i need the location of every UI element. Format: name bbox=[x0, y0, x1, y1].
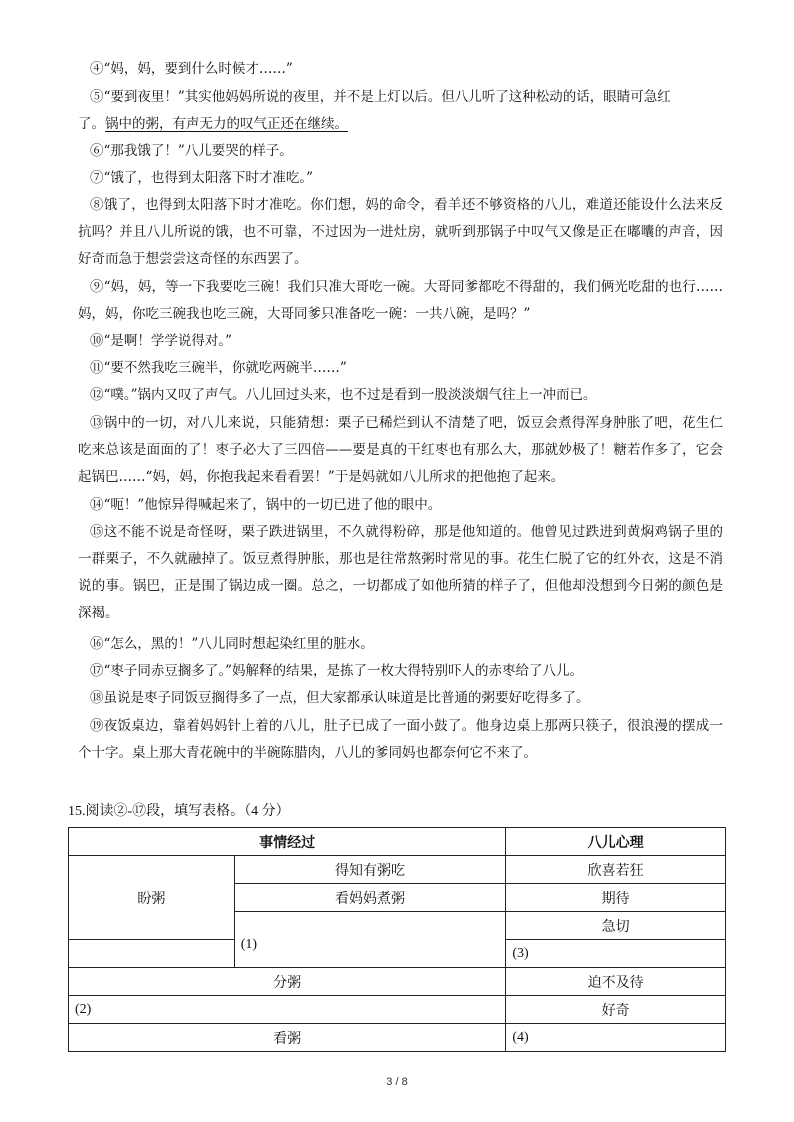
group-label-cell: 盼粥 bbox=[69, 856, 235, 940]
header-mind: 八儿心理 bbox=[506, 828, 726, 856]
mind-cell: 好奇 bbox=[506, 996, 726, 1024]
page-number: 3 / 8 bbox=[386, 1076, 408, 1088]
event-cell: 得知有粥吃 bbox=[234, 856, 506, 884]
event-cell: 看粥 bbox=[69, 1024, 506, 1052]
answer-table bbox=[68, 827, 726, 1052]
paragraph-12: ⑫“噗。”锅内又叹了声气。八儿回过头来，也不过是看到一股淡淡烟气往上一冲而已。 bbox=[90, 387, 597, 403]
paragraph-4: ④“妈，妈，要到什么时候才……” bbox=[90, 61, 293, 77]
blank-3-cell[interactable]: (3) bbox=[506, 940, 726, 968]
event-cell: 看妈妈煮粥 bbox=[234, 884, 506, 912]
table-row bbox=[69, 996, 726, 1024]
question-title: 15.阅读②-⑰段，填写表格。（4 分） bbox=[68, 804, 290, 819]
paragraph-6: ⑥“那我饿了！”八儿要哭的样子。 bbox=[90, 143, 293, 159]
paragraph-13: ⑬锅中的一切，对八儿来说，只能猜想：栗子已稀烂到认不清楚了吧，饭豆会煮得浑身肿胀了吧，花生仁吃来总该是面面的了！枣子必大了三四倍——要是真的干红枣也有那么大，那就妙极了！糖若作多了，它会起锅巴……“妈，妈，你抱我起来看看罢！”于是妈就如八儿所求的把他抱了起来。 bbox=[78, 415, 723, 485]
mind-cell: 期待 bbox=[506, 884, 726, 912]
paragraph-11: ⑪“要不然我吃三碗半，你就吃两碗半……” bbox=[90, 360, 347, 376]
paragraph-7: ⑦“饿了，也得到太阳落下时才准吃。” bbox=[90, 170, 314, 186]
table-header-row bbox=[69, 828, 726, 856]
paragraph-15: ⑮这不能不说是奇怪呀，栗子跌进锅里，不久就得粉碎，那是他知道的。他曾见过跌进到黄焖鸡锅子里的一群栗子，不久就融掉了。饭豆煮得肿胀，那也是往常熬粥时常见的事。花生仁脱了它的红外衣，这是不消说的事。锅巴，正是围了锅边成一圈。总之，一切都成了如他所猜的样子了，但他却没想到今日粥的颜色是深褐。 bbox=[78, 524, 723, 621]
mind-cell: 迫不及待 bbox=[506, 968, 726, 996]
paragraph-9: ⑨“妈，妈，等一下我要吃三碗！我们只准大哥吃一碗。大哥同爹都吃不得甜的，我们俩光吃甜的也行……妈，妈，你吃三碗我也吃三碗，大哥同爹只准备吃一碗：一共八碗，是吗？” bbox=[78, 279, 723, 322]
paragraph-16: ⑯“怎么，黑的！”八儿同时想起染红里的脏水。 bbox=[90, 636, 374, 652]
paragraph-10: ⑩“是啊！学学说得对。” bbox=[90, 333, 233, 349]
paragraph-8: ⑧饿了，也得到太阳落下时才准吃。你们想，妈的命令，看羊还不够资格的八儿，难道还能设什么法来反抗吗？并且八儿所说的饿，也不可靠，不过因为一进灶房，就听到那锅子中叹气又像是正在嘟囔的声音，因好奇而急于想尝尝这奇怪的东西罢了。 bbox=[78, 197, 723, 267]
paragraph-14: ⑭“呃！”他惊异得喊起来了，锅中的一切已进了他的眼中。 bbox=[90, 497, 442, 513]
paragraph-17: ⑰“枣子同赤豆搁多了。”妈解释的结果，是拣了一枚大得特别吓人的赤枣给了八儿。 bbox=[90, 663, 584, 679]
paragraph-5-line1: ⑤“要到夜里！”其实他妈妈所说的夜里，并不是上灯以后。但八儿听了这种松动的话，眼睛可急红 bbox=[90, 89, 671, 105]
paragraph-5-underlined-sentence: 锅中的粥，有声无力的叹气正还在继续。 bbox=[105, 116, 348, 132]
empty-cell bbox=[69, 940, 235, 968]
mind-cell: 急切 bbox=[506, 912, 726, 940]
paragraph-19: ⑲夜饭桌边，靠着妈妈针上着的八儿，肚子已成了一面小鼓了。他身边桌上那两只筷子，很浪漫的摆成一个十字。桌上那大青花碗中的半碗陈腊肉，八儿的爹同妈也都奈何它不来了。 bbox=[78, 718, 723, 761]
header-events: 事情经过 bbox=[69, 828, 506, 856]
paragraph-18: ⑱虽说是枣子同饭豆搁得多了一点，但大家都承认味道是比普通的粥要好吃得多了。 bbox=[90, 690, 590, 706]
blank-4-cell[interactable]: (4) bbox=[506, 1024, 726, 1052]
paragraph-5-line2 bbox=[78, 111, 348, 138]
table-row bbox=[69, 968, 726, 996]
table-row bbox=[69, 856, 726, 884]
table-row bbox=[69, 1024, 726, 1052]
blank-1-cell[interactable]: (1) bbox=[234, 912, 506, 968]
paragraph-5-plain: 了。 bbox=[78, 116, 105, 132]
event-cell: 分粥 bbox=[69, 968, 506, 996]
blank-2-cell[interactable]: (2) bbox=[69, 996, 506, 1024]
mind-cell: 欣喜若狂 bbox=[506, 856, 726, 884]
